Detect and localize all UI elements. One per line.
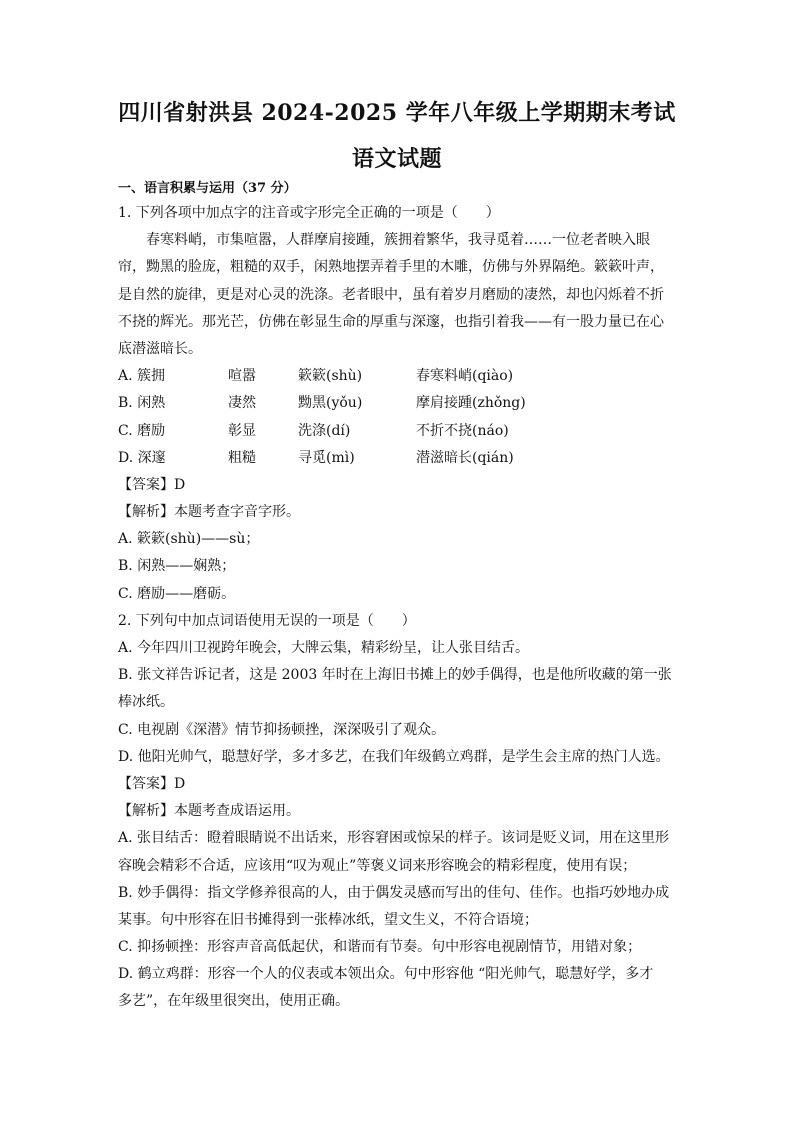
question-1-option-a: A. 簇拥 喧嚣 簌簌(shù) 春寒料峭(qiào)	[118, 368, 514, 385]
page-title: 四川省射洪县 2024-2025 学年八年级上学期期末考试	[118, 100, 676, 126]
passage-line: 不挠的辉光。那光芒，仿佛在彰显生命的厚重与深邃，也指引着我——有一股力量已在心	[118, 313, 664, 330]
question-2-analysis: 【解析】本题考查成语运用。	[118, 803, 300, 820]
passage-line: 帘，黝黑的脸庞，粗糙的双手，闲熟地摆弄着手里的木雕，仿佛与外界隔绝。簌簌叶声，	[118, 259, 664, 276]
question-2-option-b: B. 张文祥告诉记者，这是 2003 年时在上海旧书摊上的妙手偶得，也是他所收藏的第一张	[118, 667, 672, 684]
analysis-line: 多艺”，在年级里很突出，使用正确。	[118, 993, 350, 1010]
question-1-option-d: D. 深邃 粗糙 寻觅(mì) 潜滋暗长(qián)	[118, 449, 514, 466]
passage-line: 春寒料峭，市集喧嚣，人群摩肩接踵，簇拥着繁华，我寻觅着……一位老者映入眼	[146, 232, 650, 249]
question-2-option-d: D. 他阳光帅气，聪慧好学，多才多艺，在我们年级鹤立鸡群，是学生会主席的热门人选。	[118, 748, 670, 765]
analysis-line: C. 抑扬顿挫：形容声音高低起伏，和谐而有节奏。句中形容电视剧情节，用错对象；	[118, 939, 642, 956]
question-1-option-c: C. 磨励 彰显 洗涤(dí) 不折不挠(náo)	[118, 422, 509, 439]
passage-line: 是自然的旋律，更是对心灵的洗涤。老者眼中，虽有着岁月磨励的凄然，却也闪烁着不折	[118, 286, 664, 303]
question-2-option-a: A. 今年四川卫视跨年晚会，大牌云集，精彩纷呈，让人张目结舌。	[118, 640, 530, 656]
question-1-stem: 1. 下列各项中加点字的注音或字形完全正确的一项是（ ）	[118, 205, 500, 221]
analysis-line: B. 闲熟——娴熟；	[118, 558, 236, 575]
section-heading: 一、语言积累与运用（37 分）	[118, 181, 297, 196]
analysis-line: B. 妙手偶得：指文学修养很高的人，由于偶发灵感而写出的佳句、佳作。也指巧妙地办成	[118, 884, 670, 901]
question-2-answer: 【答案】D	[118, 775, 186, 792]
question-2-stem: 2. 下列句中加点词语使用无误的一项是（ ）	[118, 612, 416, 629]
passage-line: 底潜滋暗长。	[118, 340, 202, 357]
question-1-analysis: 【解析】本题考查字音字形。	[118, 504, 300, 521]
page-subtitle: 语文试题	[351, 146, 442, 172]
analysis-line: D. 鹤立鸡群：形容一个人的仪表或本领出众。句中形容他 “阳光帅气，聪慧好学，多才	[118, 966, 654, 983]
document-body	[118, 178, 684, 1016]
analysis-line: A. 张目结舌：瞪着眼睛说不出话来，形容窘困或惊呆的样子。该词是贬义词，用在这里形	[118, 830, 670, 847]
question-2-option-b-cont: 棒冰纸。	[118, 694, 174, 711]
analysis-line: A. 簌簌(shù)——sù；	[118, 531, 260, 548]
question-1-option-b: B. 闲熟 凄然 黝黑(yǒu) 摩肩接踵(zhǒng)	[118, 395, 526, 412]
analysis-line: 容晚会精彩不合适，应该用“叹为观止”等褒义词来形容晚会的精彩程度，使用有误；	[118, 857, 637, 874]
analysis-line: C. 磨励——磨砺。	[118, 585, 236, 602]
question-2-option-c: C. 电视剧《深潜》情节抑扬顿挫，深深吸引了观众。	[118, 721, 446, 738]
question-1-answer: 【答案】D	[118, 476, 186, 493]
analysis-line: 某事。句中形容在旧书摊得到一张棒冰纸，望文生义，不符合语境；	[118, 911, 538, 928]
